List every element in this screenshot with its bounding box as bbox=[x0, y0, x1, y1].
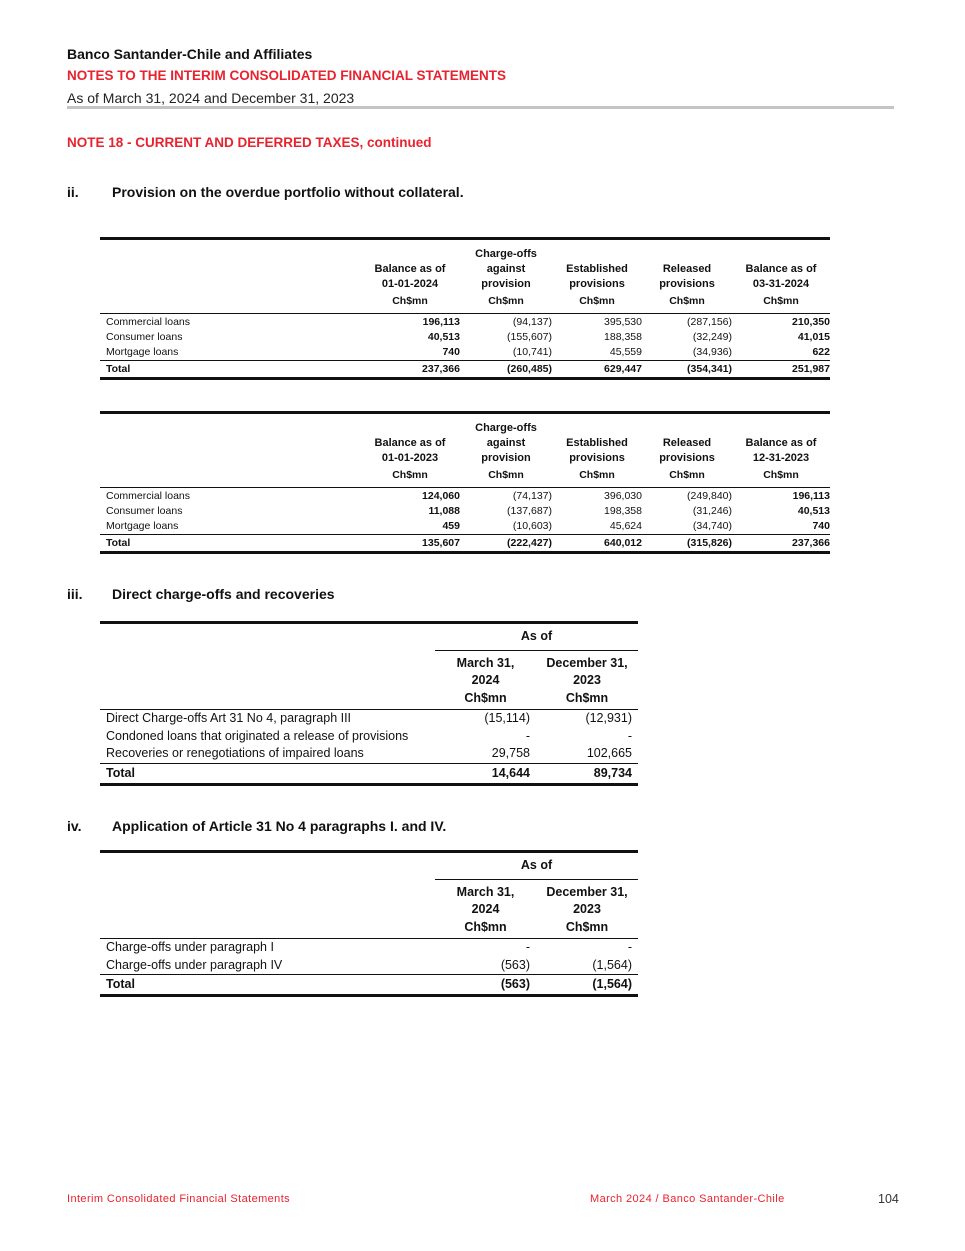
col-year: 2023 bbox=[573, 673, 601, 687]
table-row: Direct Charge-offs Art 31 No 4, paragraph III (15,114) (12,931) bbox=[106, 711, 632, 725]
provision-table-2023 bbox=[100, 411, 830, 554]
article31-table bbox=[100, 850, 638, 997]
unit-label: Ch$mn bbox=[392, 469, 428, 481]
total-row: Total 237,366 (260,485) 629,447 (354,341) 251,987 bbox=[100, 361, 830, 379]
total-row: Total 135,607 (222,427) 640,012 (315,826) 237,366 bbox=[100, 535, 830, 553]
unit-label: Ch$mn bbox=[669, 469, 705, 481]
section-number: iii. bbox=[67, 586, 83, 602]
col-year: 2024 bbox=[471, 673, 500, 687]
header-established: Established provisions bbox=[566, 437, 628, 464]
section-iv-heading bbox=[67, 818, 667, 838]
unit-label: Ch$mn bbox=[763, 469, 799, 481]
table-row: Mortgage loans 459 (10,603) 45,624 (34,740) 740 bbox=[100, 519, 830, 535]
col-year: 2023 bbox=[573, 902, 601, 916]
table-row: Consumer loans 40,513 (155,607) 188,358 (32,249) 41,015 bbox=[106, 331, 830, 343]
col-header-march: March 31, bbox=[456, 655, 515, 670]
unit-label: Ch$mn bbox=[579, 295, 615, 307]
table-row: Consumer loans 11,088 (137,687) 198,358 (31,246) 40,513 bbox=[106, 505, 830, 517]
note-title: NOTE 18 - CURRENT AND DEFERRED TAXES, continued bbox=[67, 135, 432, 150]
section-title: Direct charge-offs and recoveries bbox=[112, 586, 335, 602]
col-header-december: December 31, bbox=[546, 655, 628, 670]
table-row: Mortgage loans 740 (10,741) 45,559 (34,936) 622 bbox=[100, 345, 830, 361]
unit-label: Ch$mn bbox=[669, 295, 705, 307]
direct-chargeoffs-table bbox=[100, 621, 638, 786]
as-of-header: As of bbox=[435, 624, 638, 650]
table-row: Commercial loans 124,060 (74,137) 396,030 (249,840) 196,113 bbox=[106, 490, 830, 502]
unit-label: Ch$mn bbox=[488, 295, 524, 307]
table-row: Recoveries or renegotiations of impaired loans 29,758 102,665 bbox=[100, 745, 638, 763]
section-iii-heading bbox=[67, 586, 667, 606]
section-number: iv. bbox=[67, 818, 82, 834]
total-row: Total 14,644 89,734 bbox=[100, 763, 638, 784]
provision-table-2024 bbox=[100, 237, 830, 380]
col-year: 2024 bbox=[471, 902, 500, 916]
table-row: Charge-offs under paragraph I - - bbox=[106, 940, 632, 954]
header-charge-offs: Charge-offs against provision bbox=[475, 248, 537, 290]
as-of-date: As of March 31, 2024 and December 31, 2023 bbox=[67, 90, 355, 106]
col-header-march: March 31, bbox=[456, 884, 515, 899]
unit-label: Ch$mn bbox=[435, 919, 536, 939]
header-released: Released provisions bbox=[659, 263, 715, 290]
header-divider bbox=[67, 106, 894, 109]
section-title: Application of Article 31 No 4 paragraphs I. and IV. bbox=[112, 818, 447, 834]
company-name: Banco Santander-Chile and Affiliates bbox=[67, 46, 313, 62]
unit-label: Ch$mn bbox=[435, 690, 536, 710]
section-ii-heading bbox=[67, 184, 667, 204]
header-balance-start: Balance as of 01-01-2023 bbox=[374, 437, 446, 464]
header-released: Released provisions bbox=[659, 437, 715, 464]
header-balance-end: Balance as of 03-31-2024 bbox=[745, 263, 817, 290]
table-row: Condoned loans that originated a release of provisions - - bbox=[106, 728, 632, 743]
table-row: Charge-offs under paragraph IV (563) (1,564) bbox=[100, 957, 638, 975]
notes-title: NOTES TO THE INTERIM CONSOLIDATED FINANCIAL STATEMENTS bbox=[67, 68, 507, 83]
footer-document-name: Interim Consolidated Financial Statements bbox=[67, 1193, 291, 1205]
unit-label: Ch$mn bbox=[488, 469, 524, 481]
header-established: Established provisions bbox=[566, 263, 628, 290]
unit-label: Ch$mn bbox=[579, 469, 615, 481]
section-title: Provision on the overdue portfolio without collateral. bbox=[112, 184, 464, 200]
header-balance-start: Balance as of 01-01-2024 bbox=[374, 263, 446, 290]
unit-label: Ch$mn bbox=[392, 295, 428, 307]
page-number: 104 bbox=[878, 1192, 899, 1206]
footer-period: March 2024 / Banco Santander-Chile bbox=[590, 1193, 785, 1205]
header-balance-end: Balance as of 12-31-2023 bbox=[745, 437, 817, 464]
table-row: Commercial loans 196,113 (94,137) 395,530 (287,156) 210,350 bbox=[106, 316, 830, 328]
as-of-header: As of bbox=[435, 853, 638, 879]
unit-label: Ch$mn bbox=[763, 295, 799, 307]
unit-label: Ch$mn bbox=[536, 690, 638, 710]
section-number: ii. bbox=[67, 184, 79, 200]
header-charge-offs: Charge-offs against provision bbox=[475, 422, 537, 464]
col-header-december: December 31, bbox=[546, 884, 628, 899]
unit-label: Ch$mn bbox=[536, 919, 638, 939]
total-row: Total (563) (1,564) bbox=[100, 975, 638, 996]
